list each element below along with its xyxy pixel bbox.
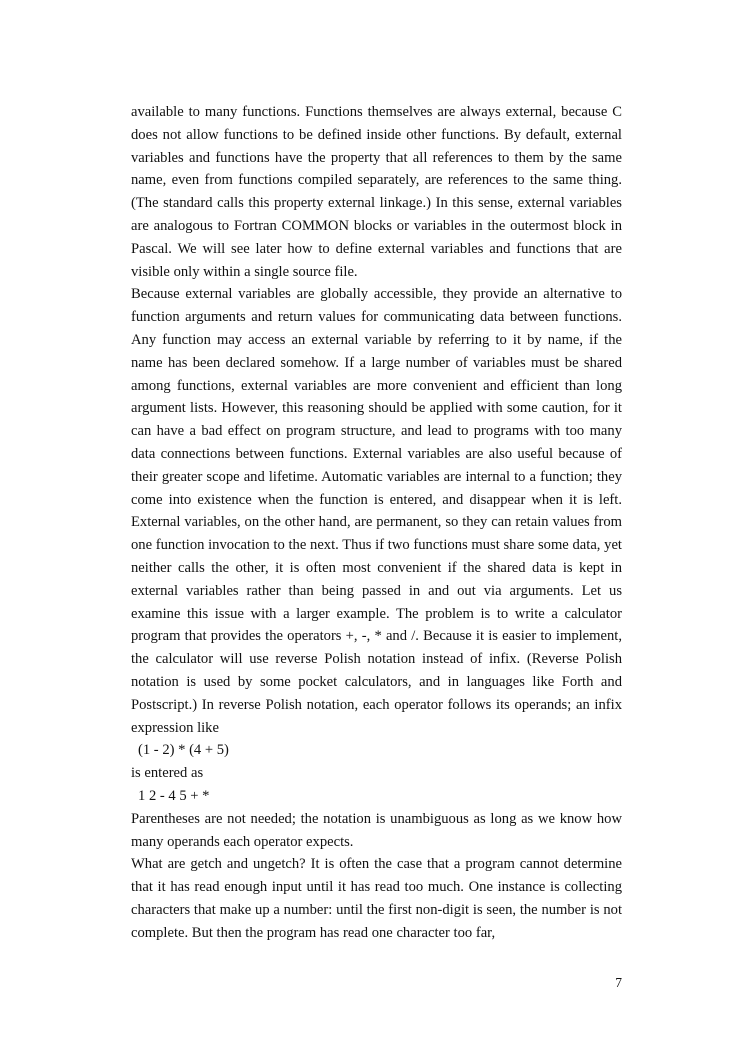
- infix-expression-example: (1 - 2) * (4 + 5): [138, 742, 229, 759]
- paragraph-external-variables: Because external variables are globally accessible, they provide an alternative to function arguments and return values for communicating data between functions. Any function may access an external variable by referring to it by name, if the name has been declared somehow. If a large number of variables must be shared among functions, external variables are more convenient and efficient than long argument lists. However, this reasoning should be applied with some caution, for it can have a bad effect on program structure, and lead to programs with too many data connections between functions. External variables are also useful because of their greater scope and lifetime. Automatic variables are internal to a function; they come into existence when the function is entered, and disappear when it is left. External variables, on the other hand, are permanent, so they can retain values from one function invocation to the next. Thus if two functions must share some data, yet neither calls the other, it is often most convenient if the shared data is kept in external variables rather than being passed in and out via arguments. Let us examine this issue with a larger example. The problem is to write a calculator program that provides the operators +, -, * and /. Because it is easier to implement, the calculator will use reverse Polish notation instead of infix. (Reverse Polish notation is used by some pocket calculators, and in languages like Forth and Postscript.) In reverse Polish notation, each operator follows its operands; an infix expression like: [131, 286, 622, 736]
- paragraph-external-definitions: available to many functions. Functions themselves are always external, because C does not allow functions to be defined inside other functions. By default, external variables and functions have the property that all references to them by the same name, even from functions compiled separately, are references to the same thing. (The standard calls this property external linkage.) In this sense, external variables are analogous to Fortran COMMON blocks or variables in the outermost block in Pascal. We will see later how to define external variables and functions that are visible only within a single source file.: [131, 104, 622, 280]
- page-body: [131, 101, 622, 944]
- postfix-expression-example: 1 2 - 4 5 + *: [138, 787, 210, 804]
- page-number: 7: [615, 975, 622, 990]
- paragraph-parentheses: Parentheses are not needed; the notation is unambiguous as long as we know how many operands each operator expects.: [131, 810, 622, 850]
- is-entered-as-line: is entered as: [131, 765, 204, 782]
- paragraph-getch-ungetch: What are getch and ungetch? It is often the case that a program cannot determine that it has read enough input until it has read too much. One instance is collecting characters that make up a number: until the first non-digit is seen, the number is not complete. But then the program has read one character too far,: [131, 856, 622, 941]
